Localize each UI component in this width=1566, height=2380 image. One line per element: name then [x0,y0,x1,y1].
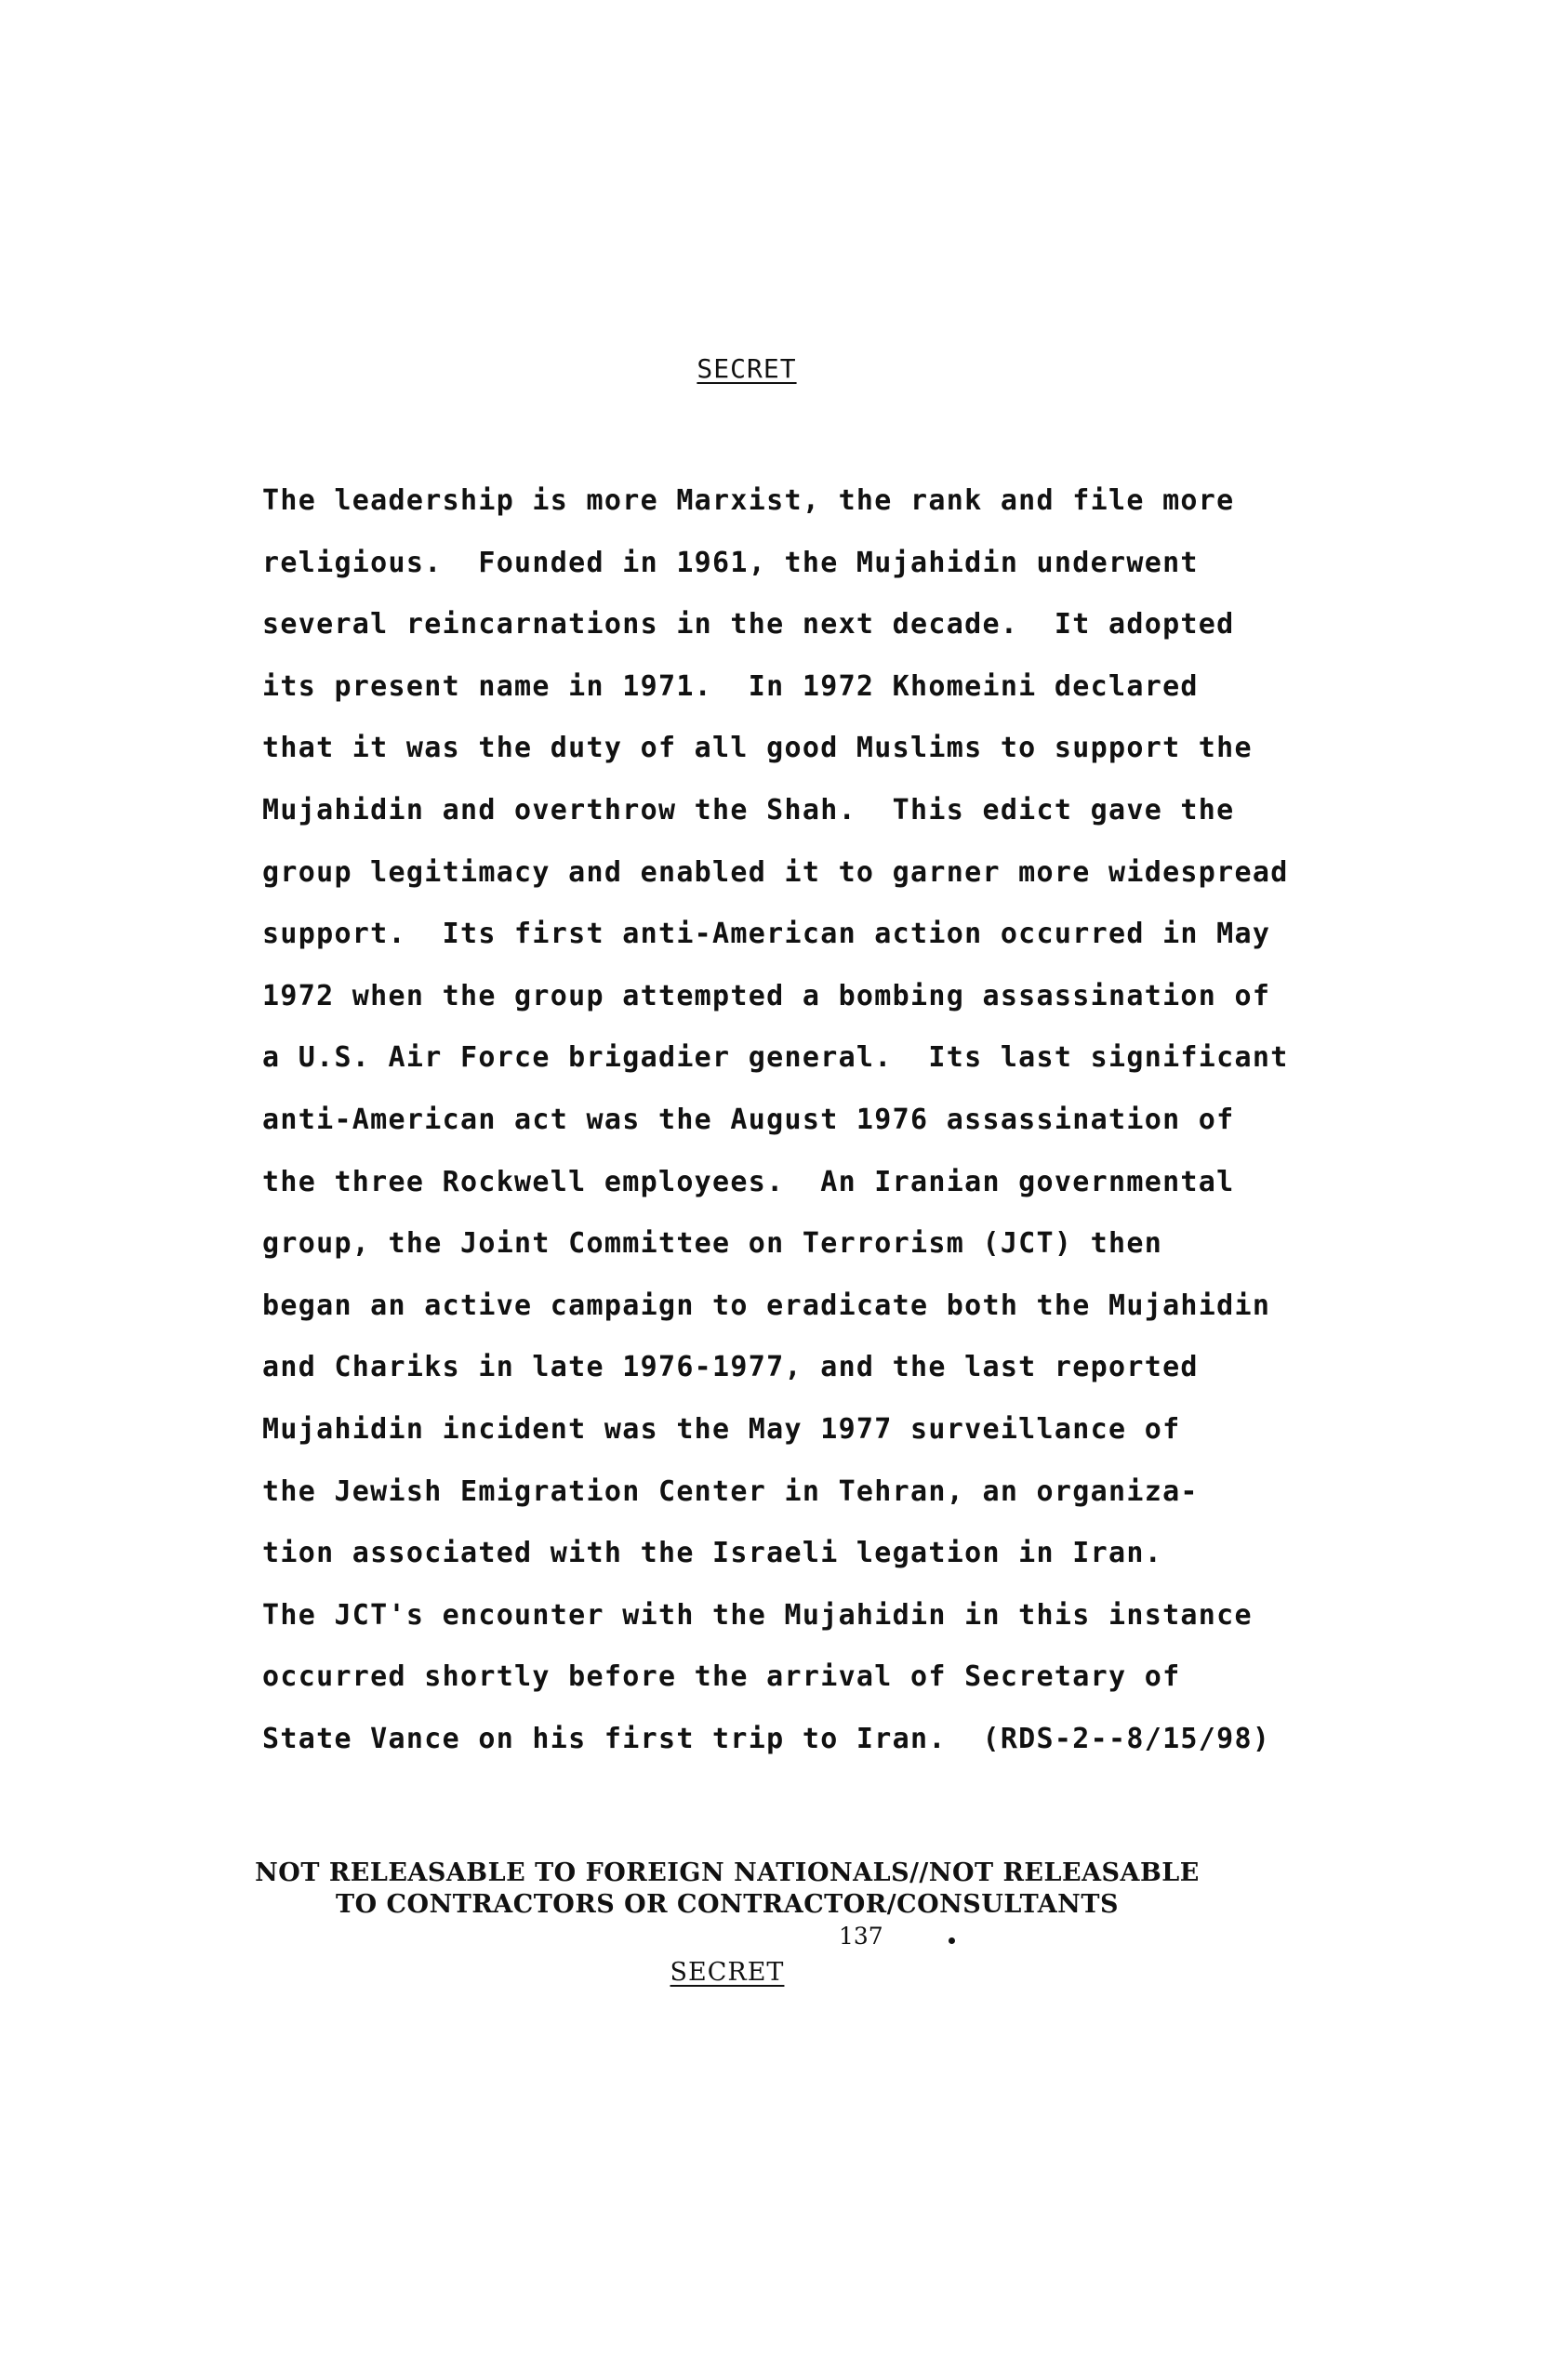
text-line: the three Rockwell employees. An Iranian governmental [262,1165,1235,1198]
classification-marking-top: SECRET [697,353,797,384]
text-line: anti-American act was the August 1976 assassination of [262,1103,1235,1136]
handling-caveat [0,1858,1454,1921]
text-line: 1972 when the group attempted a bombing assassination of [262,979,1271,1012]
text-line: support. Its first anti-American action occurred in May [262,918,1271,951]
text-line: Mujahidin and overthrow the Shah. This edict gave the [262,793,1235,826]
text-line: The JCT's encounter with the Mujahidin in this instance [262,1598,1253,1632]
handling-caveat-line: NOT RELEASABLE TO FOREIGN NATIONALS//NOT RELEASABLE [255,1858,1200,1887]
text-line: State Vance on his first trip to Iran. (RDS-2--8/15/98) [262,1722,1271,1755]
text-line: religious. Founded in 1961, the Mujahidin underwent [262,546,1199,579]
text-line: the Jewish Emigration Center in Tehran, an organiza- [262,1474,1199,1508]
classification-marking-bottom: SECRET [670,1958,785,1987]
text-line: group legitimacy and enabled it to garner more widespread [262,855,1289,889]
text-line: The leadership is more Marxist, the rank and file more [262,484,1235,517]
text-line: occurred shortly before the arrival of Secretary of [262,1660,1181,1694]
body-paragraph [262,470,1471,1770]
text-line: and Chariks in late 1976-1977, and the last reported [262,1351,1199,1384]
stray-mark [949,1937,955,1944]
text-line: Mujahidin incident was the May 1977 surveillance of [262,1412,1181,1446]
text-line: that it was the duty of all good Muslims to support the [262,732,1253,765]
text-line: several reincarnations in the next decade. It adopted [262,608,1235,641]
page-number: 137 [839,1923,883,1950]
text-line: its present name in 1971. In 1972 Khomeini declared [262,669,1199,703]
text-line: a U.S. Air Force brigadier general. Its last significant [262,1041,1289,1075]
handling-caveat-line: TO CONTRACTORS OR CONTRACTOR/CONSULTANTS [336,1890,1119,1919]
text-line: began an active campaign to eradicate both the Mujahidin [262,1289,1271,1322]
text-line: group, the Joint Committee on Terrorism (JCT) then [262,1227,1163,1261]
text-line: tion associated with the Israeli legation in Iran. [262,1537,1163,1570]
